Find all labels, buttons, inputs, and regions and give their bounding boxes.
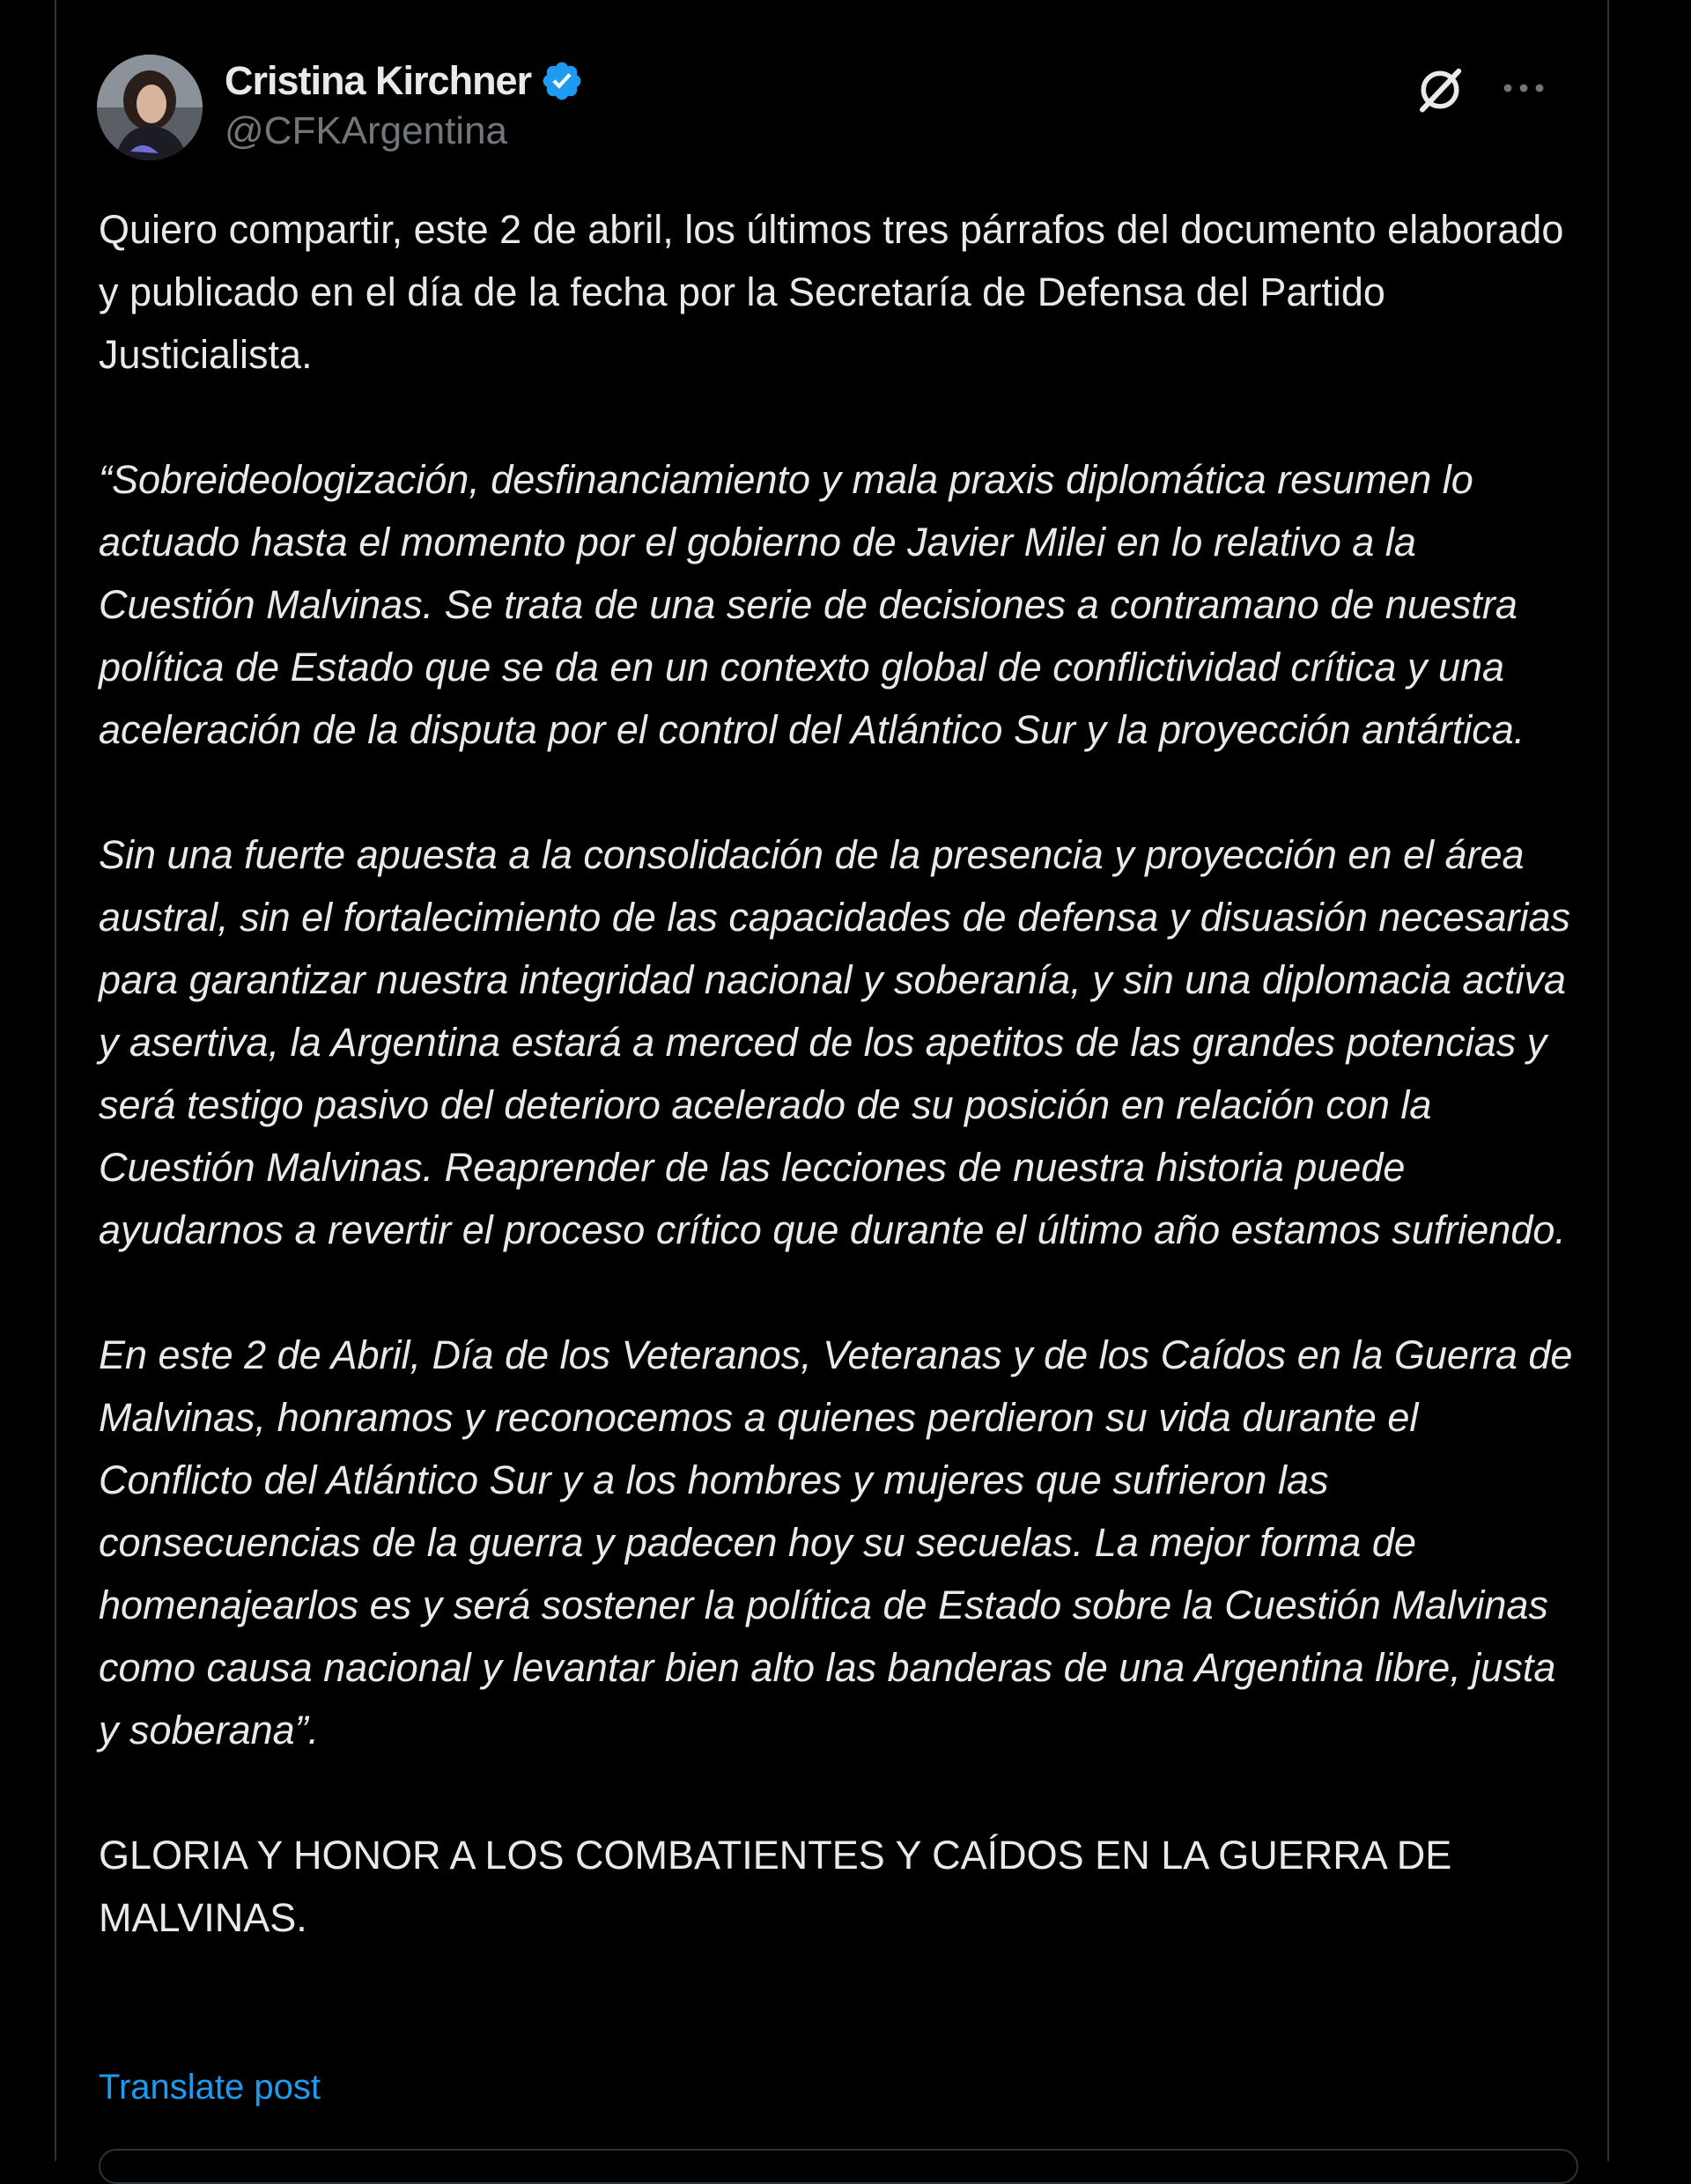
- post-paragraph-closing: GLORIA Y HONOR A LOS COMBATIENTES Y CAÍDOS EN LA GUERRA DE MALVINAS.: [99, 1833, 1452, 1940]
- verified-badge-icon: [540, 59, 584, 103]
- more-options-icon[interactable]: [1497, 70, 1550, 106]
- post-paragraph-quote-2: Sin una fuerte apuesta a la consolidación de la presencia y proyección en el área austral, sin el fortalecimiento de las capacidades de defensa y disuasión necesarias para garantizar nuestra integridad nacional y soberanía, y sin una diplomacia activa y asertiva, la Argentina estará a merced de los apetitos de las grandes potencias y será testigo pasivo del deterioro acelerado de su posición en relación con la Cuestión Malvinas. Reaprender de las lecciones de nuestra historia puede ayudarnos a revertir el proceso crítico que durante el último año estamos sufriendo.: [99, 832, 1570, 1252]
- post-paragraph-intro: Quiero compartir, este 2 de abril, los últimos tres párrafos del documento elaborado y publicado en el día de la fecha por la Secretaría de Defensa del Partido Justicialista.: [99, 207, 1564, 377]
- user-avatar[interactable]: [97, 55, 203, 160]
- post-text: [99, 198, 1578, 1949]
- author-handle[interactable]: @CFKArgentina: [225, 109, 508, 152]
- translate-post-link[interactable]: Translate post: [99, 2068, 321, 2107]
- post-paragraph-quote-3: En este 2 de Abril, Día de los Veteranos, Veteranas y de los Caídos en la Guerra de Malvinas, honramos y reconocemos a quienes perdieron su vida durante el Conflicto del Atlántico Sur y a los hombres y mujeres que sufrieron las consecuencias de la guerra y padecen hoy su secuelas. La mejor forma de homenajearlos es y será sostener la política de Estado sobre la Cuestión Malvinas como causa nacional y levantar bien alto las banderas de una Argentina libre, justa y soberana”.: [99, 1332, 1573, 1752]
- post-header: [97, 55, 1577, 165]
- author-name-row: [225, 56, 584, 106]
- embedded-card-edge: [99, 2149, 1578, 2184]
- grok-icon[interactable]: [1414, 63, 1466, 116]
- post-paragraph-quote-1: “Sobreideologización, desfinanciamiento y mala praxis diplomática resumen lo actuado hasta el momento por el gobierno de Javier Milei en lo relativo a la Cuestión Malvinas. Se trata de una serie de decisiones a contramano de nuestra política de Estado que se da en un contexto global de conflictividad crítica y una aceleración de la disputa por el control del Atlántico Sur y la proyección antártica.: [99, 457, 1525, 752]
- author-display-name[interactable]: Cristina Kirchner: [225, 58, 532, 103]
- avatar-image: [97, 55, 203, 160]
